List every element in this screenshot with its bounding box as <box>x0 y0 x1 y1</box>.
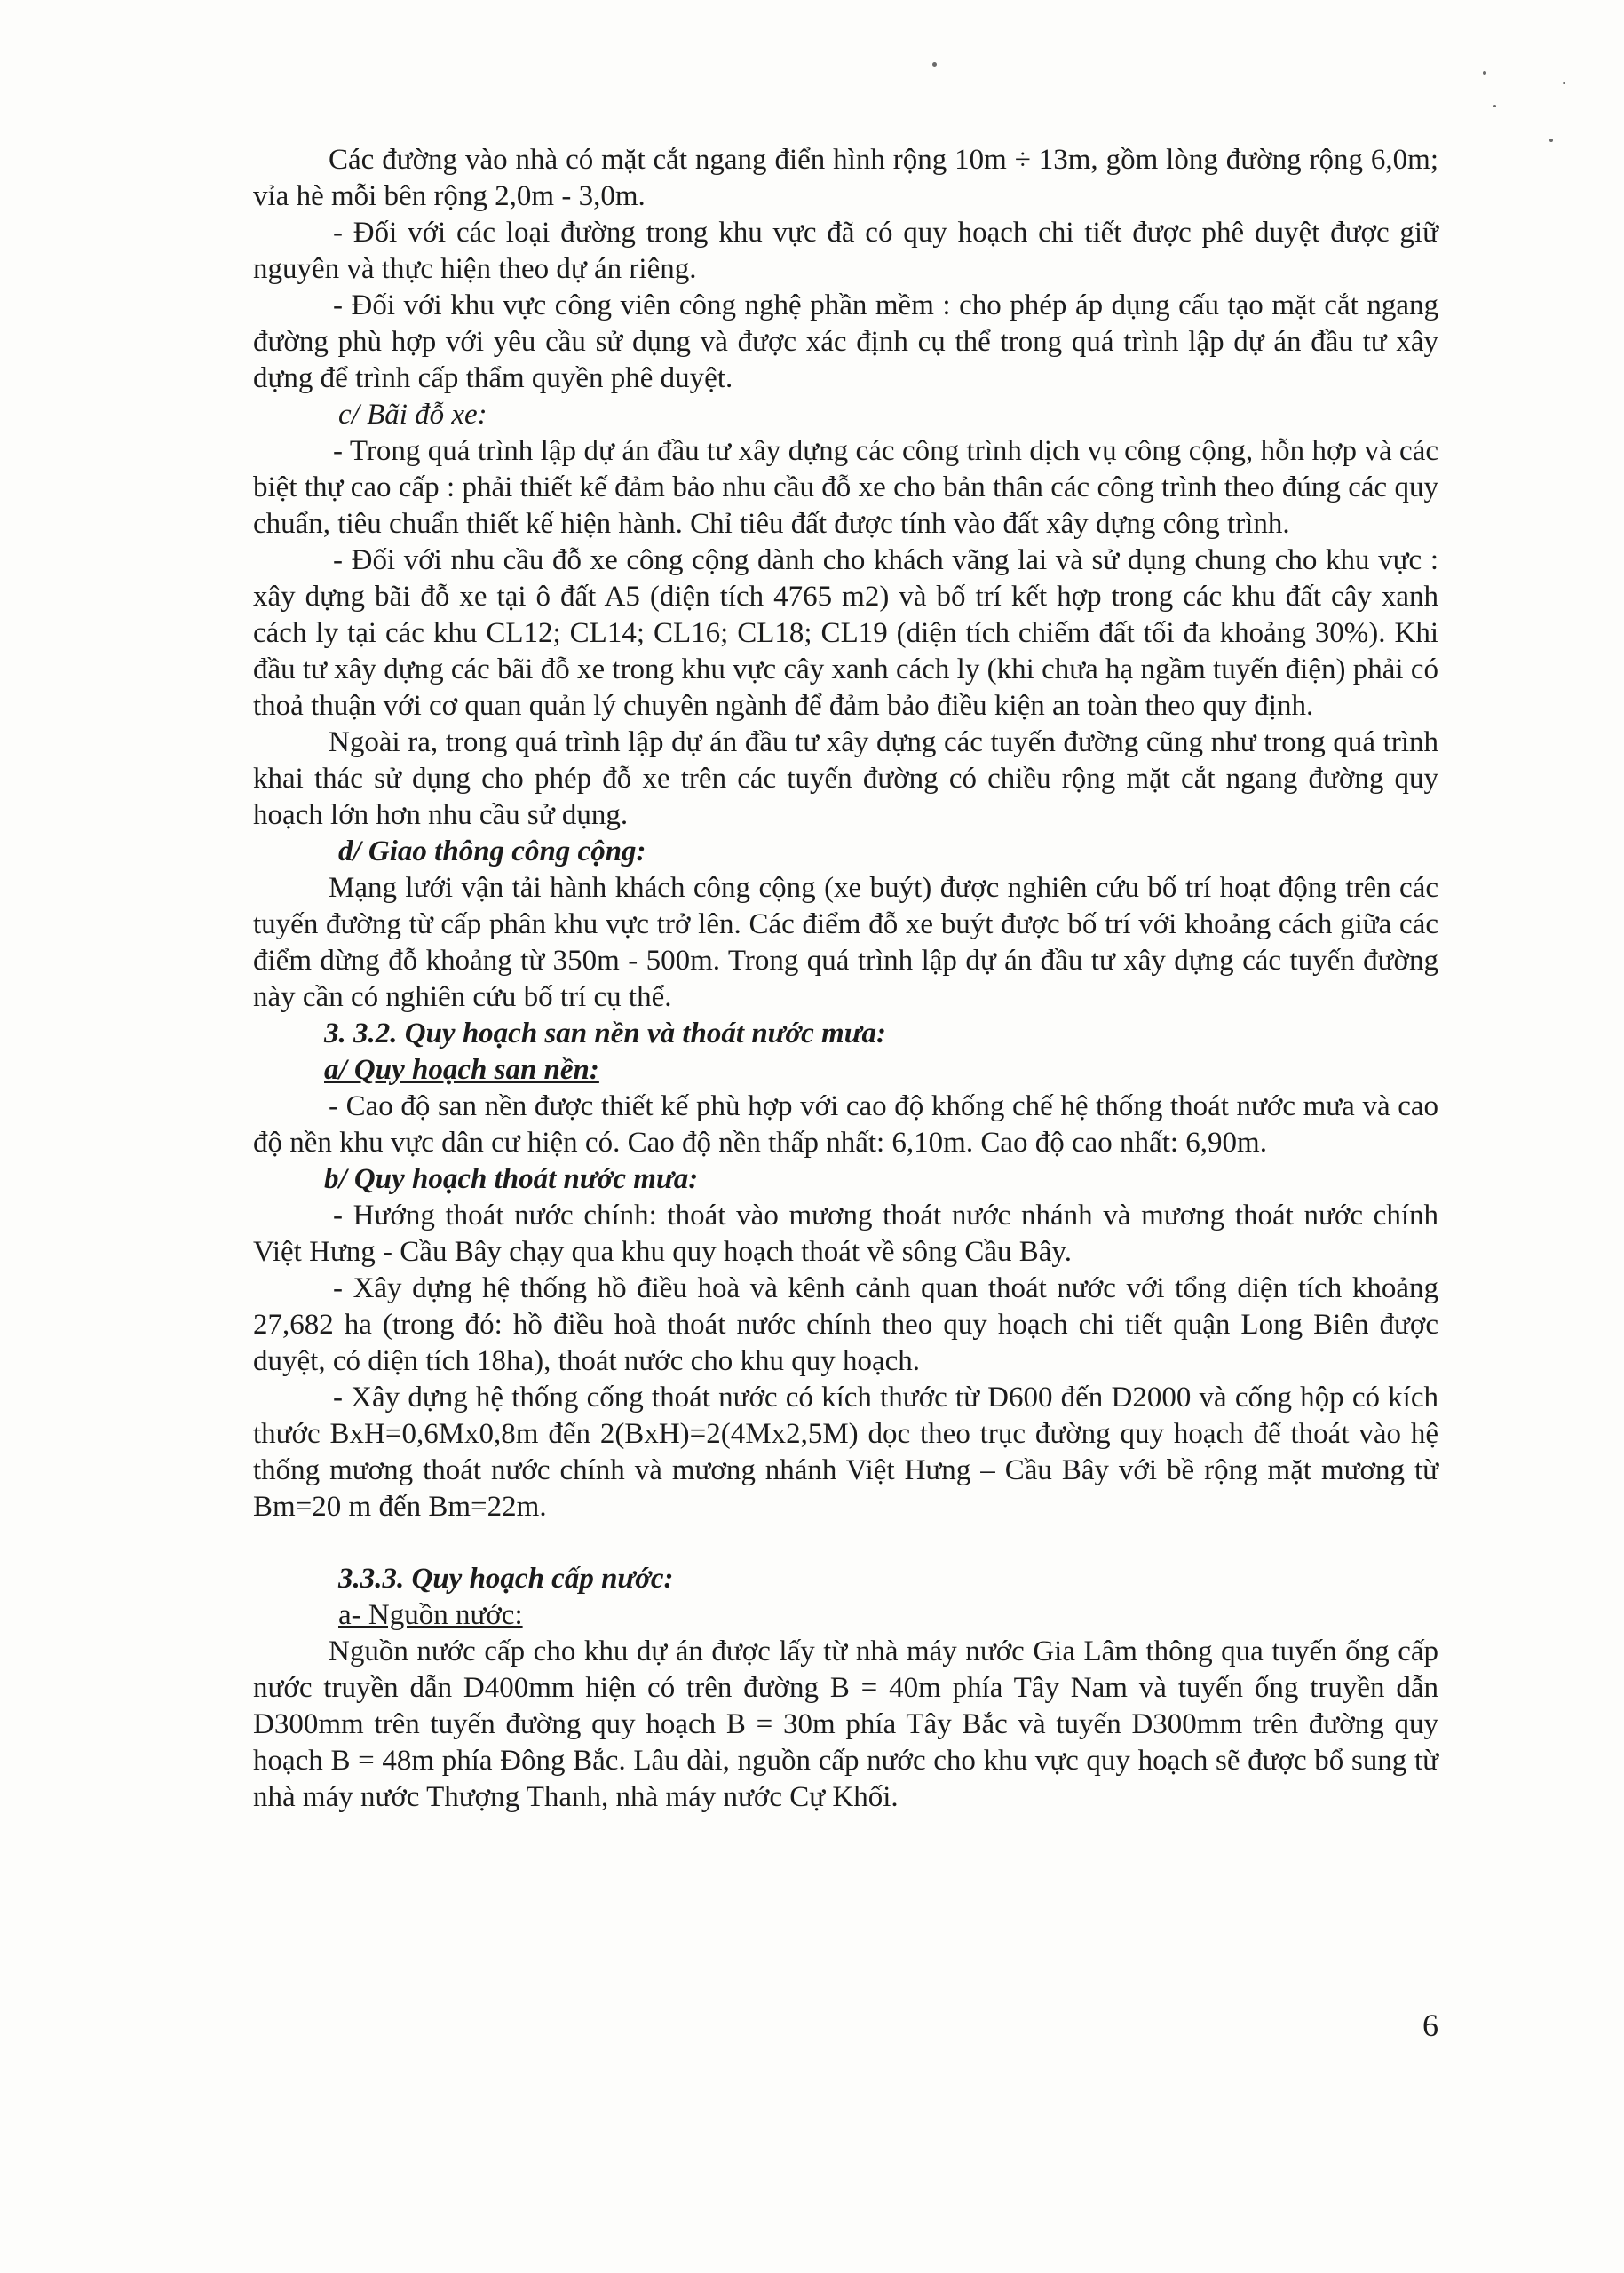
paragraph: Ngoài ra, trong quá trình lập dự án đầu tư xây dựng các tuyến đường cũng như trong quá trình khai thác sử dụng cho phép đỗ xe trên các tuyến đường có chiều rộng mặt cắt ngang đường quy hoạch lớn hơn nhu cầu sử dụng. <box>253 726 1438 831</box>
page-number: 6 <box>1422 2008 1438 2043</box>
paragraph: - Xây dựng hệ thống cống thoát nước có kích thước từ D600 đến D2000 và cống hộp có kích thước BxH=0,6Mx0,8m đến 2(BxH)=2(4Mx2,5M) dọc theo trục đường quy hoạch để thoát vào hệ thống mương thoát nước chính và mương nhánh Việt Hưng – Cầu Bây với bề rộng mặt mương từ Bm=20 m đến Bm=22m. <box>253 1382 1438 1523</box>
paragraph: - Đối với các loại đường trong khu vực đã có quy hoạch chi tiết được phê duyệt được giữ nguyên và thực hiện theo dự án riêng. <box>253 217 1438 285</box>
section-heading: 3. 3.2. Quy hoạch san nền và thoát nước mưa: <box>324 1018 886 1049</box>
paragraph: Nguồn nước cấp cho khu dự án được lấy từ nhà máy nước Gia Lâm thông qua tuyến ống cấp nước truyền dẫn D400mm hiện có trên đường B = 40m phía Tây Nam và tuyến ống truyền dẫn D300mm trên tuyến đường quy hoạch B = 30m phía Tây Bắc và tuyến D300mm trên đường quy hoạch B = 48m phía Đông Bắc. Lâu dài, nguồn cấp nước cho khu vực quy hoạch sẽ được bổ sung từ nhà máy nước Thượng Thanh, nhà máy nước Cự Khối. <box>253 1635 1438 1813</box>
section-heading: a/ Quy hoạch san nền: <box>324 1054 599 1086</box>
paragraph: - Đối với khu vực công viên công nghệ phần mềm : cho phép áp dụng cấu tạo mặt cắt ngang đường phù hợp với yêu cầu sử dụng và được xác định cụ thể trong quá trình lập dự án đầu tư xây dựng để trình cấp thẩm quyền phê duyệt. <box>253 289 1438 394</box>
section-heading: c/ Bãi đỗ xe: <box>338 399 487 431</box>
scan-speck <box>932 62 937 67</box>
paragraph: - Đối với nhu cầu đỗ xe công cộng dành cho khách vãng lai và sử dụng chung cho khu vực : xây dựng bãi đỗ xe tại ô đất A5 (diện tích 4765 m2) và bố trí kết hợp trong các khu đất cây xanh cách ly tại các khu CL12; CL14; CL16; CL18; CL19 (diện tích chiếm đất tối đa khoảng 30%). Khi đầu tư xây dựng các bãi đỗ xe trong khu vực cây xanh cách ly (khi chưa hạ ngầm tuyến điện) phải có thoả thuận với cơ quan quản lý chuyên ngành để đảm bảo điều kiện an toàn theo quy định. <box>253 544 1438 722</box>
section-heading: d/ Giao thông công cộng: <box>338 836 646 867</box>
paragraph: Các đường vào nhà có mặt cắt ngang điển hình rộng 10m ÷ 13m, gồm lòng đường rộng 6,0m; vỉa hè mỗi bên rộng 2,0m - 3,0m. <box>253 144 1438 212</box>
paragraph: - Xây dựng hệ thống hồ điều hoà và kênh cảnh quan thoát nước với tổng diện tích khoảng 27,682 ha (trong đó: hồ điều hoà thoát nước chính theo quy hoạch chi tiết quận Long Biên được duyệt, có diện tích 18ha), thoát nước cho khu quy hoạch. <box>253 1272 1438 1377</box>
paragraph: Mạng lưới vận tải hành khách công cộng (xe buýt) được nghiên cứu bố trí hoạt động trên các tuyến đường từ cấp phân khu vực trở lên. Các điểm đỗ xe buýt được bố trí với khoảng cách giữa các điểm dừng đỗ khoảng từ 350m - 500m. Trong quá trình lập dự án đầu tư xây dựng các tuyến đường này cần có nghiên cứu bố trí cụ thể. <box>253 872 1438 1013</box>
scan-speck <box>1493 105 1496 107</box>
paragraph: - Hướng thoát nước chính: thoát vào mương thoát nước nhánh và mương thoát nước chính Việt Hưng - Cầu Bây chạy qua khu quy hoạch thoát về sông Cầu Bây. <box>253 1200 1438 1268</box>
paragraph: - Cao độ san nền được thiết kế phù hợp với cao độ khống chế hệ thống thoát nước mưa và cao độ nền khu vực dân cư hiện có. Cao độ nền thấp nhất: 6,10m. Cao độ cao nhất: 6,90m. <box>253 1090 1438 1159</box>
scan-speck <box>1483 71 1486 75</box>
section-heading: b/ Quy hoạch thoát nước mưa: <box>324 1163 699 1195</box>
scan-speck <box>1563 82 1565 84</box>
document-body <box>253 142 1438 1816</box>
subsection-heading: a- Nguồn nước: <box>338 1599 523 1631</box>
paragraph: - Trong quá trình lập dự án đầu tư xây dựng các công trình dịch vụ công cộng, hỗn hợp và các biệt thự cao cấp : phải thiết kế đảm bảo nhu cầu đỗ xe cho bản thân các công trình theo đúng các quy chuẩn, tiêu chuẩn thiết kế hiện hành. Chỉ tiêu đất được tính vào đất xây dựng công trình. <box>253 435 1438 540</box>
scan-speck <box>1549 139 1553 142</box>
section-heading: 3.3.3. Quy hoạch cấp nước: <box>338 1563 674 1595</box>
